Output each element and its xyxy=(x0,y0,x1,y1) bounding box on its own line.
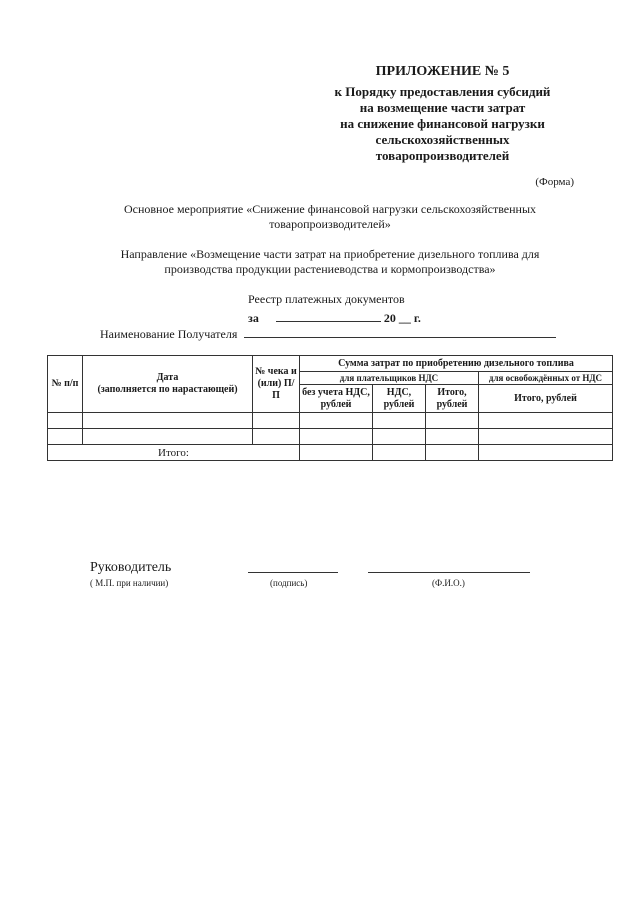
name-note: (Ф.И.О.) xyxy=(432,578,465,588)
direction-line-2: производства продукции растениеводства и кормопроизводства» xyxy=(164,262,496,276)
cell[interactable] xyxy=(479,429,613,445)
header-num-label: № п/п xyxy=(51,378,79,389)
appendix-line-4: сельскохозяйственных xyxy=(375,132,510,147)
header-check-label: № чека и (или) П/П xyxy=(255,366,297,401)
appendix-line-2: на возмещение части затрат xyxy=(359,100,526,115)
cell[interactable] xyxy=(373,413,426,429)
direction-block xyxy=(90,247,570,277)
table-row xyxy=(48,429,613,445)
header-group-payers xyxy=(300,372,479,385)
direction-line-1: Направление «Возмещение части затрат на приобретение дизельного топлива для xyxy=(120,247,540,261)
header-group-exempt-label: для освобождённых от НДС xyxy=(488,373,603,383)
appendix-line-3: на снижение финансовой нагрузки xyxy=(340,116,545,131)
appendix-line-5: товаропроизводителей xyxy=(375,148,510,163)
header-check xyxy=(253,356,300,413)
event-line-1: Основное мероприятие «Снижение финансовой нагрузки сельскохозяйственных xyxy=(123,202,537,216)
header-vat xyxy=(373,385,426,413)
header-date-label: Дата xyxy=(156,372,179,383)
registry-title: Реестр платежных документов xyxy=(248,292,405,306)
cell[interactable] xyxy=(253,429,300,445)
total-label: Итого: xyxy=(158,446,189,459)
event-line-2: товаропроизводителей» xyxy=(269,217,391,231)
appendix-line-1: к Порядку предоставления субсидий xyxy=(334,84,551,99)
sign-note: (подпись) xyxy=(270,578,308,588)
header-total-exempt xyxy=(479,385,613,413)
header-total-payers-label: Итого, рублей xyxy=(436,386,468,410)
event-block xyxy=(90,202,570,232)
period-prefix: за xyxy=(248,311,259,325)
appendix-header xyxy=(300,62,585,164)
cell[interactable] xyxy=(373,429,426,445)
recipient-row xyxy=(100,325,556,342)
total-label-cell xyxy=(48,445,300,461)
recipient-label: Наименование Получателя xyxy=(100,327,238,341)
cell[interactable] xyxy=(83,413,253,429)
header-without-vat xyxy=(300,385,373,413)
cell[interactable] xyxy=(426,413,479,429)
cell[interactable] xyxy=(426,445,479,461)
total-row xyxy=(48,445,613,461)
header-total-exempt-label: Итого, рублей xyxy=(514,392,577,404)
cell[interactable] xyxy=(253,413,300,429)
period-blank[interactable] xyxy=(276,309,381,322)
cell[interactable] xyxy=(48,413,83,429)
cell[interactable] xyxy=(373,445,426,461)
cell[interactable] xyxy=(426,429,479,445)
appendix-title: ПРИЛОЖЕНИЕ № 5 xyxy=(375,64,510,79)
stamp-note: ( М.П. при наличии) xyxy=(90,578,169,588)
header-without-vat-label: без учета НДС, рублей xyxy=(302,386,370,410)
cell[interactable] xyxy=(479,445,613,461)
cell[interactable] xyxy=(83,429,253,445)
header-num xyxy=(48,356,83,413)
header-sum xyxy=(300,356,613,372)
cell[interactable] xyxy=(48,429,83,445)
cell[interactable] xyxy=(479,413,613,429)
cell[interactable] xyxy=(300,413,373,429)
header-group-payers-label: для плательщиков НДС xyxy=(339,373,439,383)
registry-period xyxy=(248,309,421,326)
signature-line[interactable] xyxy=(248,572,338,573)
cell[interactable] xyxy=(300,429,373,445)
header-sum-label: Сумма затрат по приобретению дизельного топлива xyxy=(338,357,574,369)
signature-title: Руководитель xyxy=(90,560,172,575)
header-date xyxy=(83,356,253,413)
period-year: 20 __ г. xyxy=(383,311,421,325)
header-total-payers xyxy=(426,385,479,413)
registry-table xyxy=(47,355,613,461)
recipient-blank[interactable] xyxy=(244,325,556,338)
cell[interactable] xyxy=(300,445,373,461)
header-group-exempt xyxy=(479,372,613,385)
header-vat-label: НДС, рублей xyxy=(383,386,415,410)
header-date-note: (заполняется по нарастающей) xyxy=(97,384,238,395)
table-row xyxy=(48,413,613,429)
name-line[interactable] xyxy=(368,572,530,573)
form-label: (Форма) xyxy=(535,176,574,188)
